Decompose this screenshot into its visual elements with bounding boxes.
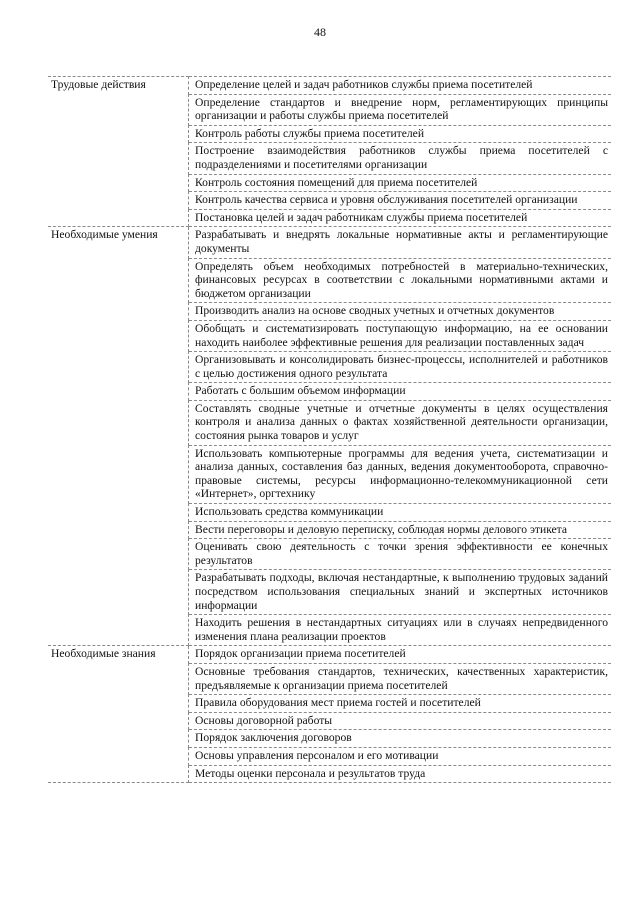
table-row (48, 646, 611, 664)
requirement-text: Определение стандартов и внедрение норм, регламентирующих принципы организации и работы службы приема посетителей (189, 94, 612, 125)
requirement-text: Определение целей и задач работников службы приема посетителей (189, 77, 612, 95)
requirement-text: Постановка целей и задач работникам службы приема посетителей (189, 209, 612, 227)
requirement-text: Использовать средства коммуникации (189, 504, 612, 522)
requirement-text: Организовывать и консолидировать бизнес-процессы, исполнителей и работников с целью достижения одного результата (189, 352, 612, 383)
requirement-text: Основные требования стандартов, технических, качественных характеристик, предъявляемые к организации приема посетителей (189, 663, 612, 694)
requirement-text: Работать с большим объемом информации (189, 383, 612, 401)
requirement-text: Контроль качества сервиса и уровня обслуживания посетителей организации (189, 192, 612, 210)
requirement-text: Определять объем необходимых потребностей в материально-технических, финансовых ресурсах в соответствии с локальными нормативными актами и бюджетом организации (189, 258, 612, 303)
requirement-text: Разрабатывать подходы, включая нестандартные, к выполнению трудовых заданий посредством использования специальных знаний и экспертных источников информации (189, 570, 612, 615)
requirement-text: Основы договорной работы (189, 712, 612, 730)
requirement-text: Порядок заключения договоров (189, 730, 612, 748)
table-row (48, 77, 611, 95)
requirement-text: Составлять сводные учетные и отчетные документы в целях осуществления контроля и анализа данных о фактах хозяйственной деятельности организации, состояния рынка товаров и услуг (189, 400, 612, 445)
requirement-text: Построение взаимодействия работников службы приема посетителей с подразделениями и посетителями организации (189, 143, 612, 174)
requirements-table (48, 76, 611, 783)
requirement-text: Вести переговоры и деловую переписку, соблюдая нормы делового этикета (189, 521, 612, 539)
section-label: Трудовые действия (48, 77, 189, 227)
requirement-text: Контроль работы службы приема посетителей (189, 125, 612, 143)
requirement-text: Разрабатывать и внедрять локальные нормативные акты и регламентирующие документы (189, 227, 612, 258)
section-label: Необходимые знания (48, 646, 189, 783)
requirement-text: Оценивать свою деятельность с точки зрения эффективности ее конечных результатов (189, 539, 612, 570)
requirement-text: Основы управления персоналом и его мотивации (189, 747, 612, 765)
requirement-text: Порядок организации приема посетителей (189, 646, 612, 664)
requirement-text: Методы оценки персонала и результатов труда (189, 765, 612, 783)
requirement-text: Контроль состояния помещений для приема посетителей (189, 174, 612, 192)
requirement-text: Использовать компьютерные программы для ведения учета, систематизации и анализа данных, составления баз данных, ведения документооборота, справочно-правовые системы, ресурсы информационно-телекоммуникационной сети «Интернет», оргтехнику (189, 445, 612, 503)
requirement-text: Обобщать и систематизировать поступающую информацию, на ее основании находить наиболее эффективные решения для реализации поставленных задач (189, 320, 612, 351)
table-row (48, 227, 611, 258)
requirement-text: Правила оборудования мест приема гостей и посетителей (189, 695, 612, 713)
requirement-text: Находить решения в нестандартных ситуациях или в случаях непредвиденного изменения плана реализации проектов (189, 615, 612, 646)
page-number: 48 (314, 25, 326, 39)
requirement-text: Производить анализ на основе сводных учетных и отчетных документов (189, 303, 612, 321)
section-label: Необходимые умения (48, 227, 189, 646)
